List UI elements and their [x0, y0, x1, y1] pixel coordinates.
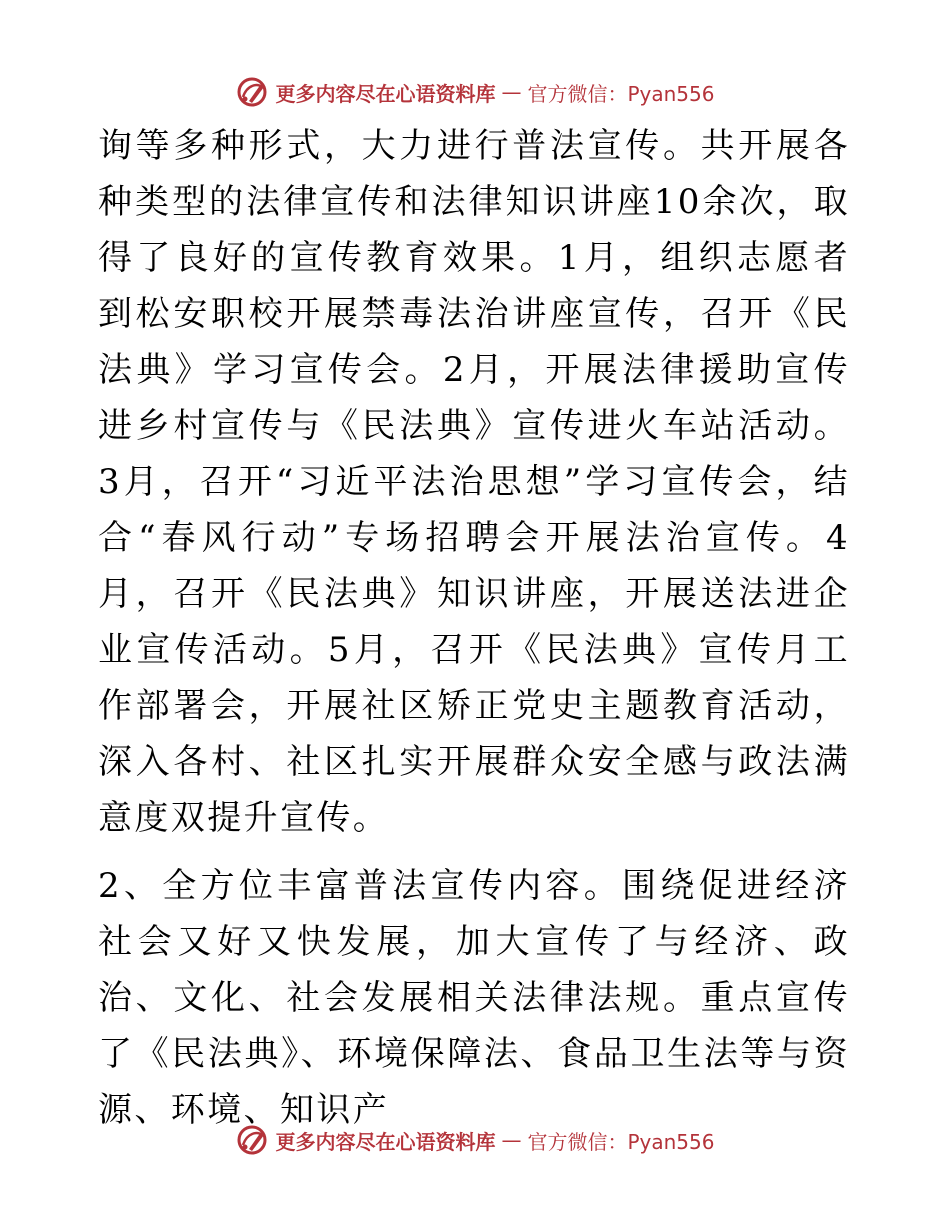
header-brand-text: 更多内容尽在心语资料库	[275, 81, 496, 106]
document-body	[98, 118, 850, 1138]
paragraph-1: 询等多种形式，大力进行普法宣传。共开展各种类型的法律宣传和法律知识讲座10余次，取得了良好的宣传教育效果。1月，组织志愿者到松安职校开展禁毒法治讲座宣传，召开《民法典》学习宣传会。2月，开展法律援助宣传进乡村宣传与《民法典》宣传进火车站活动。3月，召开“习近平法治思想”学习宣传会，结合“春风行动”专场招聘会开展法治宣传。4月，召开《民法典》知识讲座，开展送法进企业宣传活动。5月，召开《民法典》宣传月工作部署会，开展社区矫正党史主题教育活动，深入各村、社区扎实开展群众安全感与政法满意度双提升宣传。	[98, 126, 850, 838]
header-separator: —	[501, 80, 522, 104]
footer-separator: —	[501, 1128, 522, 1152]
footer-brand-text: 更多内容尽在心语资料库	[275, 1129, 496, 1154]
footer-wechat-text: 官方微信：Pyan556	[527, 1129, 715, 1154]
paragraph-2: 2、全方位丰富普法宣传内容。围绕促进经济社会又好又快发展，加大宣传了与经济、政治、文化、社会发展相关法律法规。重点宣传了《民法典》、环境保障法、食品卫生法等与资源、环境、知识产	[98, 866, 850, 1130]
pen-swirl-logo-icon	[235, 75, 269, 109]
header-wechat-text: 官方微信：Pyan556	[527, 81, 715, 106]
footer-banner	[0, 1120, 950, 1160]
header-banner	[0, 72, 950, 112]
pen-swirl-logo-icon	[235, 1123, 269, 1157]
